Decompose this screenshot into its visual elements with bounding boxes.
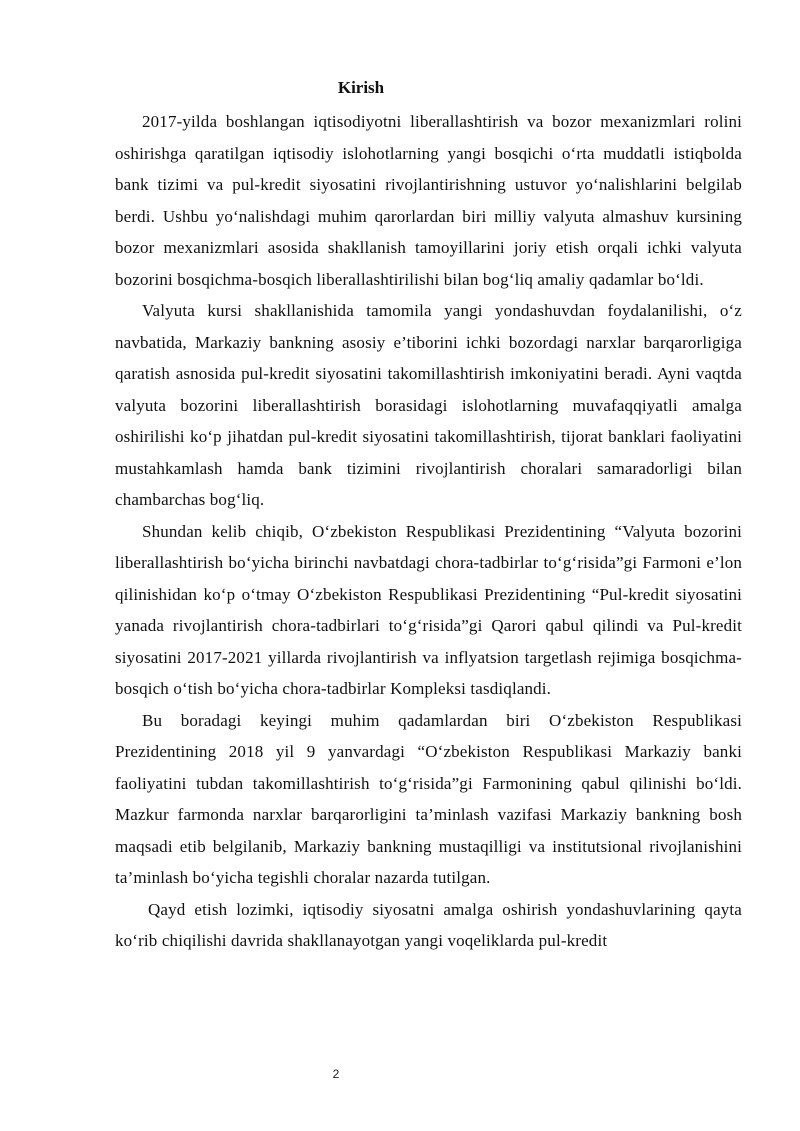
paragraph-2: Valyuta kursi shakllanishida tamomila yangi yondashuvdan foydalanilishi, o‘z navbatida, Markaziy bankning asosiy e’tiborini ichki bozordagi narxlar barqarorligiga qaratish asnosida pul-kredit siyosatini takomillashtirish imkoniyatini beradi. Ayni vaqtda valyuta bozorini liberallashtirish borasidagi islohotlarning muvafaqqiyatli amalga oshirilishi ko‘p jihatdan pul-kredit siyosatini takomillashtirish, tijorat banklari faoliyatini mustahkamlash hamda bank tizimini rivojlantirish choralari samaradorligi bilan chambarchas bog‘liq. (115, 301, 742, 509)
paragraph-1: 2017-yilda boshlangan iqtisodiyotni liberallashtirish va bozor mexanizmlari rolini oshirishga qaratilgan iqtisodiy islohotlarning yangi bosqichi o‘rta muddatli istiqbolda bank tizimi va pul-kredit siyosatini rivojlantirishning ustuvor yo‘nalishlarini belgilab berdi. Ushbu yo‘nalishdagi muhim qarorlardan biri milliy valyuta almashuv kursining bozor mexanizmlari asosida shakllanish tamoyillarini joriy etish orqali ichki valyuta bozorini bosqichma-bosqich liberallashtirilishi bilan bog‘liq amaliy qadamlar bo‘ldi. (115, 112, 742, 289)
paragraph-5: Qayd etish lozimki, iqtisodiy siyosatni amalga oshirish yondashuvlarining qayta ko‘rib chiqilishi davrida shakllanayotgan yangi voqeliklarda pul-kredit (115, 899, 742, 950)
paragraph-3: Shundan kelib chiqib, O‘zbekiston Respublikasi Prezidentining “Valyuta bozorini liberallashtirish bo‘yicha birinchi navbatdagi chora-tadbirlar to‘g‘risida”gi Farmoni e’lon qilinishidan ko‘p o‘tmay O‘zbekiston Respublikasi Prezidentining “Pul-kredit siyosatini yanada rivojlantirish chora-tadbirlari to‘g‘risida”gi Qarori qabul qilindi va Pul-kredit siyosatini 2017-2021 yillarda rivojlantirish va inflyatsion targetlash rejimiga bosqichma-bosqich o‘tish bo‘yicha chora-tadbirlar Kompleksi tasdiqlandi. (115, 521, 742, 698)
document-body (115, 106, 742, 957)
paragraph-4: Bu boradagi keyingi muhim qadamlardan biri O‘zbekiston Respublikasi Prezidentining 2018 yil 9 yanvardagi “O‘zbekiston Respublikasi Markaziy banki faoliyatini tubdan takomillashtirish to‘g‘risida”gi Farmonining qabul qilinishi bo‘ldi. Mazkur farmonda narxlar barqarorligini ta’minlash vazifasi Markaziy bankning bosh maqsadi etib belgilanib, Markaziy bankning mustaqilligi va institutsional rivojlanishini ta’minlash bo‘yicha tegishli choralar nazarda tutilgan. (115, 710, 742, 887)
section-heading: Kirish (337, 78, 385, 97)
page-number: 2 (332, 1067, 340, 1081)
